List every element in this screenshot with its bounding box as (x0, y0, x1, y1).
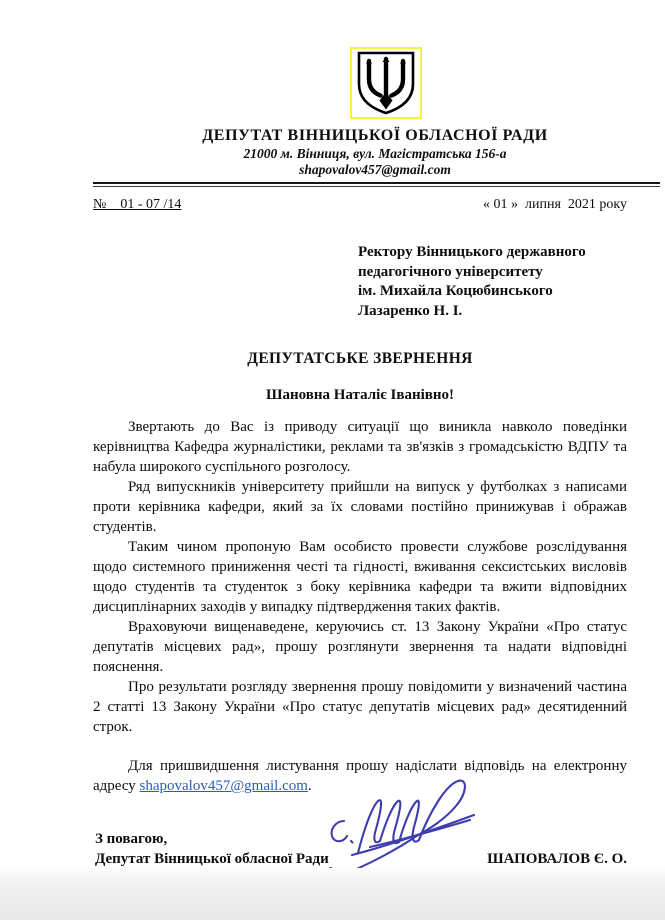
recipient-block (358, 243, 665, 321)
paragraph-text: Для пришвидшення листування прошу надіслати відповідь на електронну адресу (93, 758, 627, 794)
letter-title: ДЕПУТАТСЬКЕ ЗВЕРНЕННЯ (247, 350, 473, 367)
letterhead (95, 0, 655, 178)
signature-closing: З повагою, (95, 831, 168, 847)
paragraph: Ряд випускників університету прийшли на випуск у футболках з написами проти керівника кафедри, який за їх словами постійно принижував і ображав студентів. (93, 479, 627, 535)
paragraph: Звертають до Вас із приводу ситуації що виникла навколо поведінки керівництва Кафедра журналістики, реклами та зв'язків з громадськістю ВДПУ та набула широкого суспільного розголосу. (93, 419, 627, 475)
ukraine-trident-icon (354, 103, 418, 120)
reference-date: « 01 » липня 2021 року (482, 197, 627, 212)
paragraph-text: . (307, 778, 312, 794)
org-name: ДЕПУТАТ ВІННИЦЬКОЇ ОБЛАСНОЇ РАДИ (202, 127, 548, 144)
signature-name: ШАПОВАЛОВ Є. О. (487, 851, 627, 867)
letter-body (93, 417, 627, 796)
org-address: 21000 м. Вінниця, вул. Магістратська 156-а (243, 146, 507, 161)
recipient-line: педагогічного університету (358, 263, 543, 280)
paragraph: Враховуючи вищенаведене, керуючись ст. 13 Закону України «Про статус депутатів місцевих рад», прошу розглянути звернення та надати відповідні пояснення. (93, 619, 627, 675)
reference-row (93, 197, 627, 213)
header-divider (93, 182, 660, 187)
org-email-text: shapovalov457@gmail.com (299, 162, 451, 177)
reference-number: № 01 - 07 /14 (93, 197, 182, 212)
paragraph: Про результати розгляду звернення прошу повідомити у визначений частина 2 статті 13 Закону України «Про статус депутатів місцевих рад» десятиденний строк. (93, 679, 627, 735)
signature-position: Депутат Вінницької обласної Ради (95, 851, 329, 867)
recipient-line: Лазаренко Н. І. (358, 302, 463, 319)
email-link[interactable]: shapovalov457@gmail.com (139, 778, 308, 794)
salutation: Шановна Наталіє Іванівно! (266, 387, 454, 403)
emblem-box (350, 47, 422, 119)
page-bottom-shade (0, 868, 665, 920)
paragraph: Таким чином пропоную Вам особисто провести службове розслідування щодо системного приниження честі та гідності, вживання сексистських висловів щодо студентів та студенток з боку керівника кафедри та вжити відповідних дисциплінарних заходів у випадку підтвердження таких фактів. (93, 539, 627, 615)
recipient-line: Ректору Вінницького державного (358, 244, 586, 260)
recipient-line: ім. Михайла Коцюбинського (358, 283, 553, 299)
